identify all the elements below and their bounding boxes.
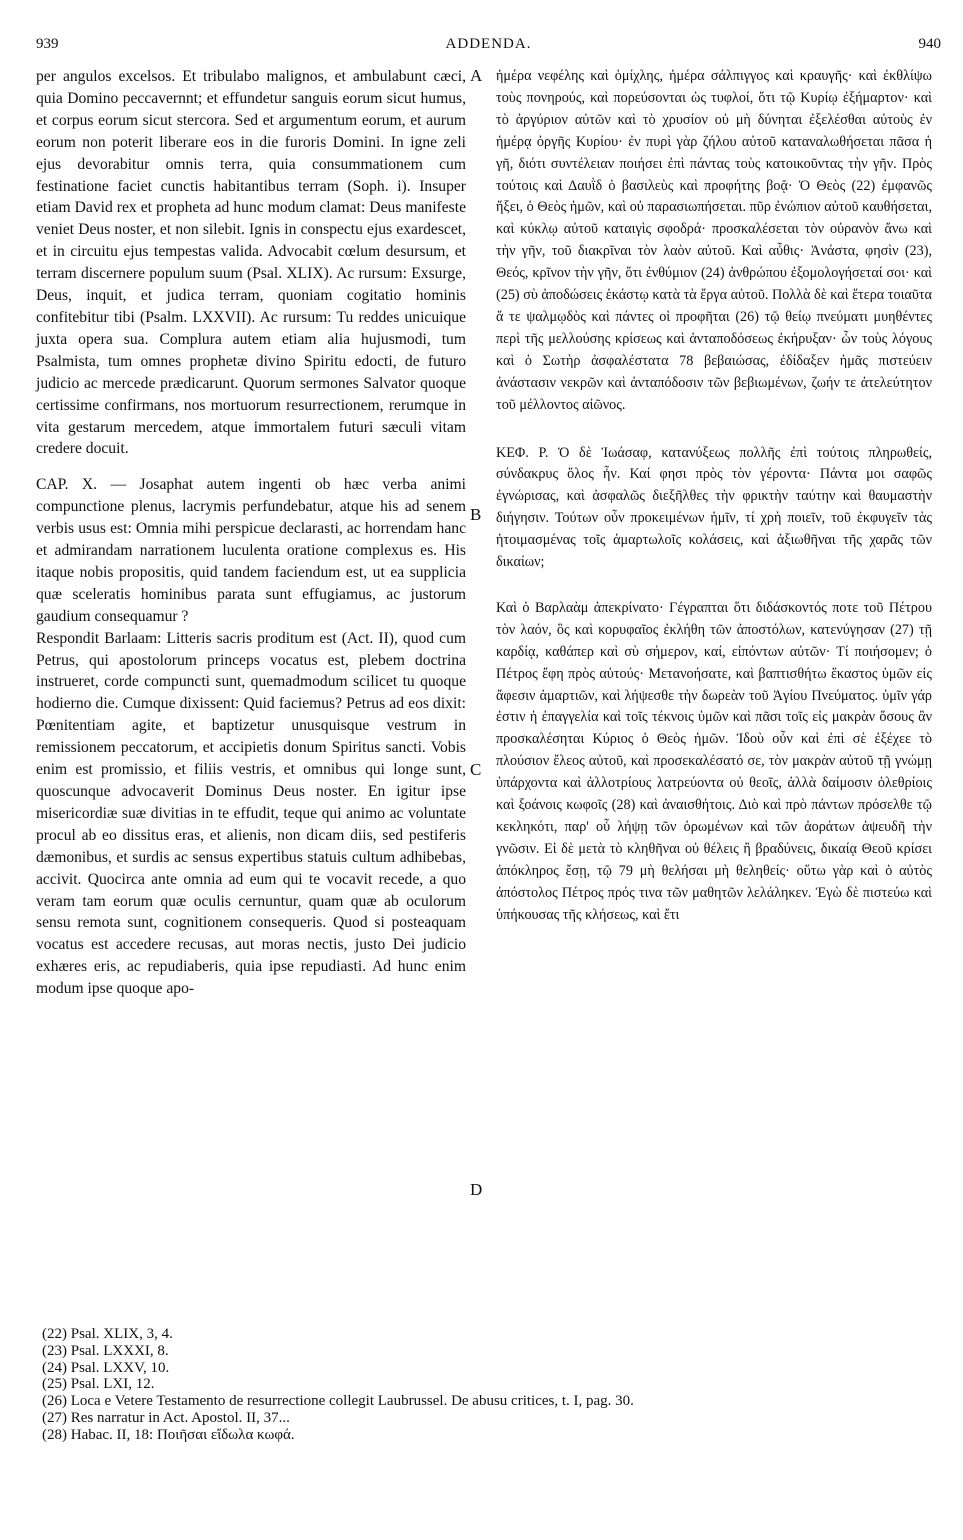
greek-column	[496, 66, 932, 927]
greek-paragraph-2: ΚΕΦ. Ρ. Ὁ δὲ Ἰωάσαφ, κατανύξεως πολλῆς ἐπὶ τούτοις πληρωθείς, σύνδακρυς ὅλος ἦν. Καί φησι πρὸς τὸν γέροντα· Πάντα μοι σαφῶς ἐγνώρισας, καὶ ἀσφαλῶς διεξῆλθες τὴν φρικτὴν ταύτην καὶ θαυμαστὴν διήγησιν. Τούτων οὖν προκειμένων ἡμῖν, τί χρὴ ποιεῖν, τοῦ ἐκφυγεῖν τὰς ἡτοιμασμένας τοῖς ἁμαρτωλοῖς κολάσεις, καὶ ἀξιωθῆναι τῆς χαρᾶς τῶν δικαίων;	[496, 444, 932, 571]
left-page-number: 939	[36, 36, 59, 52]
latin-paragraph-1: per angulos excelsos. Et tribulabo malignos, et ambulabunt cæci, quia Domino peccavernnt; et effundetur sanguis eorum sicut humus, et corpus eorum sicut stercora. Sed et argumentum eorum, et aurum eorum non poterit liberare eos in die furoris Domini. In igne zeli ejus devorabitur omnis terra, quia consummationem cum festinatione faciet cunctis habitantibus terram (Soph. i). Insuper etiam David rex et propheta ad hunc modum clamat: Deus manifeste veniet Deus noster, et non silebit. Ignis in conspectu ejus exardescet, et in circuitu ejus tempestas valida. Advocabit cœlum desursum, et terram discernere populum suum (Psal. XLIX). Ac rursum: Exsurge, Deus, inquit, et judica terram, quoniam cogitatio hominis confitebitur tibi (Psalm. LXXVII). Ac rursum: Tu reddes unicuique juxta opera sua. Complura autem etiam alia hujusmodi, tum Psalmista, tum omnes prophetæ divino Spiritu edocti, de futuro judicio ac mercede prædicarunt. Quorum sermones Salvator quoque certissime confirmans, nos mortuorum resurrectionem, rerumque in vita gestarum mercedem, atque immortalem futuri sæculi vitam credere docuit.	[36, 68, 466, 458]
footnote-25: (25) Psal. LXI, 12.	[42, 1376, 155, 1393]
margin-marker-c: C	[470, 760, 482, 779]
greek-paragraph-1: ἡμέρα νεφέλης καὶ ὁμίχλης, ἡμέρα σάλπιγγος καὶ κραυγῆς· καὶ ἐκθλίψω τοὺς πονηρούς, καὶ πορεύσονται ὡς τυφλοί, ὅτι τῷ Κυρίῳ ἐξήμαρτον· καὶ τὸ ἀργύριον αὐτῶν καὶ τὸ χρυσίον οὐ μὴ δύνηται ἐξελέσθαι αὐτοὺς ἐν ἡμέρᾳ ὀργῆς Κυρίου· ἐν πυρὶ γὰρ ζήλου αὐτοῦ καταναλωθήσεται πᾶσα ἡ γῆ, διότι συντέλειαν ποιήσει ἐπὶ πάντας τοὺς κατοικοῦντας τὴν γῆν. Πρὸς τούτοις καὶ Δαυῒδ ὁ βασιλεὺς καὶ προφήτης βοᾷ· Ὁ Θεὸς (22) ἐμφανῶς ἥξει, ὁ Θεὸς ἡμῶν, καὶ οὐ παρασιωπήσεται. πῦρ ἐνώπιον αὐτοῦ καυθήσεται, καὶ κύκλῳ αὐτοῦ καταιγὶς σφοδρά· προσκαλέσεται τὸν οὐρανὸν ἄνω καὶ τὴν γῆν, τοῦ διακρῖναι τὸν λαὸν αὐτοῦ. Καὶ αὖθις· Ἀνάστα, φησὶν (23), Θεός, κρῖνον τὴν γῆν, ὅτι ἐνθύμιον (24) ἀνθρώπου ἐξομολογήσεταί σοι· καὶ (25) σὺ ἀποδώσεις ἑκάστῳ κατὰ τὰ ἔργα αὐτοῦ. Πολλὰ δὲ καὶ ἕτερα τοιαῦτα ἅ τε ψαλμῳδὸς καὶ πάντες οἱ προφῆται (26) τῷ θείῳ πνεύματι μυηθέντες περὶ τῆς μελλούσης κρίσεως καὶ ἀνταποδόσεως ἐκήρυξαν· ὧν τοὺς λόγους καὶ ὁ Σωτὴρ ἀσφαλέστατα 78 βεβαιώσας, ἐδίδαξεν ἡμᾶς πιστεύειν ἀνάστασιν νεκρῶν καὶ ἀνταπόδοσιν τῶν βεβιωμένων, ζωήν τε ἀτελεύτητον τοῦ μέλλοντος αἰῶνος.	[496, 68, 932, 413]
footnote-24: (24) Psal. LXXV, 10.	[42, 1359, 170, 1376]
page-header	[36, 36, 941, 58]
greek-paragraph-3: Καὶ ὁ Βαρλαὰμ ἀπεκρίνατο· Γέγραπται ὅτι διδάσκοντός ποτε τοῦ Πέτρου τὸν λαόν, ὃς καὶ κορυφαῖος ἐκλήθη τῶν ἀποστόλων, κατενύγησαν (27) τῇ καρδίᾳ, καθάπερ καὶ σὺ σήμερον, καί, εἰπόντων αὐτῶν· Τί ποιήσομεν; ὁ Πέτρος ἔφη πρὸς αὐτούς· Μετανοήσατε, καὶ βαπτισθήτω ἕκαστος ὑμῶν εἰς ἄφεσιν ἁμαρτιῶν, καὶ λήψεσθε τὴν δωρεὰν τοῦ Ἁγίου Πνεύματος. ὑμῖν γάρ ἐστιν ἡ ἐπαγγελία καὶ τοῖς τέκνοις ὑμῶν καὶ πᾶσι τοῖς εἰς μακρὰν ὅσους ἂν προσκαλέσηται Κύριος ὁ Θεὸς ἡμῶν. Ἰδοὺ οὖν καὶ ἐπὶ σὲ ἐξέχεε τὸ πλούσιον ἔλεος αὐτοῦ, καὶ προσεκαλέσατό σε, τὸν μακρὰν αὐτοῦ τῇ γνώμῃ ὑπάρχοντα καὶ ἀλλοτρίους λατρεύοντα οὐ θεοῖς, ἀλλὰ δαίμοσιν ὀλεθρίοις καὶ ξοάνοις κωφοῖς (28) καὶ ἀναισθήτοις. Διὸ καὶ πρὸ πάντων πρόσελθε τῷ κεκληκότι, παρ' οὗ λήψῃ τῶν ὁρωμένων καὶ τῶν ἀοράτων ἀψευδῆ τὴν γνῶσιν. Εἰ δὲ μετὰ τὸ κληθῆναι οὐ θέλεις ἢ βραδύνεις, δικαίᾳ Θεοῦ κρίσει ἀπόκληρος ἔσῃ, τῷ 79 μὴ θελήσαι μὴ θεληθείς· οὕτω γὰρ καὶ ὁ αὐτὸς ἀπόστολος Πέτρος πρός τινα τῶν μαθητῶν λελάληκεν. Ἐγὼ δὲ πιστεύω καὶ ὑπήκουσας τῆς κλήσεως, καὶ ἔτι	[496, 599, 932, 923]
margin-marker-b: B	[470, 505, 482, 524]
footnote-26: (26) Loca e Vetere Testamento de resurrectione collegit Laubrussel. De abusu critices, t. I, pag. 30.	[42, 1393, 634, 1410]
latin-column	[36, 66, 466, 1000]
latin-paragraph-2: CAP. X. — Josaphat autem ingenti ob hæc verba animi compunctione plenus, lacrymis perfundebatur, atque his ad senem verbis usus est: Omnia mihi perspicue declarasti, ac horrendam hanc et admirandam narrationem luculenta oratione complexus es. His itaque nobis propositis, quid tandem faciendum est, ut ea supplicia quæ sceleratis hominibus parata sunt effugiamus, ac justorum gaudium consequamur ?	[36, 476, 466, 625]
running-title: ADDENDA.	[445, 36, 532, 52]
footnote-22: (22) Psal. XLIX, 3, 4.	[42, 1326, 173, 1342]
margin-marker-a: A	[470, 66, 483, 85]
margin-marker-d: D	[470, 1180, 483, 1199]
latin-paragraph-3: Respondit Barlaam: Litteris sacris proditum est (Act. II), quod cum Petrus, qui apostolorum princeps vocatus est, plebem doctrina instrueret, corde compuncti sunt, quemadmodum scilicet tu quoque hodierno die. Cumque dixissent: Quid faciemus? Petrus ad eos dixit: Pœnitentiam agite, et baptizetur unusquisque vestrum in remissionem peccatorum, et accipietis donum Spiritus sancti. Vobis enim est promissio, et filiis vestris, et omnibus qui longe sunt, quoscunque advocaverit Dominus Deus noster. En igitur ipse misericordiæ suæ divitias in te effudit, teque qui animo ac voluntate procul ab eo dissitus eras, et alienis, non dicam diis, sed pestiferis dæmonibus, et surdis ac sensus expertibus statuis cultum adhibebas, accivit. Quocirca ante omnia ad eum qui te vocavit recede, a quo veram tam eorum quæ oculis cernuntur, quam quæ ab oculorum sensu remota sunt, cognitionem consequeris. Quod si posteaquam vocatus est accedere recusas, aut moras nectis, justo Dei judicio exhæres eris, ac repudiaberis, quia ipse repudiasti. Ad hunc enim modum ipse quoque apo-	[36, 629, 466, 998]
right-page-number: 940	[918, 36, 941, 52]
footnote-28: (28) Habac. II, 18: Ποιῆσαι εἴδωλα κωφά.	[42, 1426, 295, 1443]
footnote-23: (23) Psal. LXXXI, 8.	[42, 1342, 169, 1359]
footnote-27: (27) Res narratur in Act. Apostol. II, 37...	[42, 1409, 290, 1426]
footnotes	[42, 1326, 942, 1444]
